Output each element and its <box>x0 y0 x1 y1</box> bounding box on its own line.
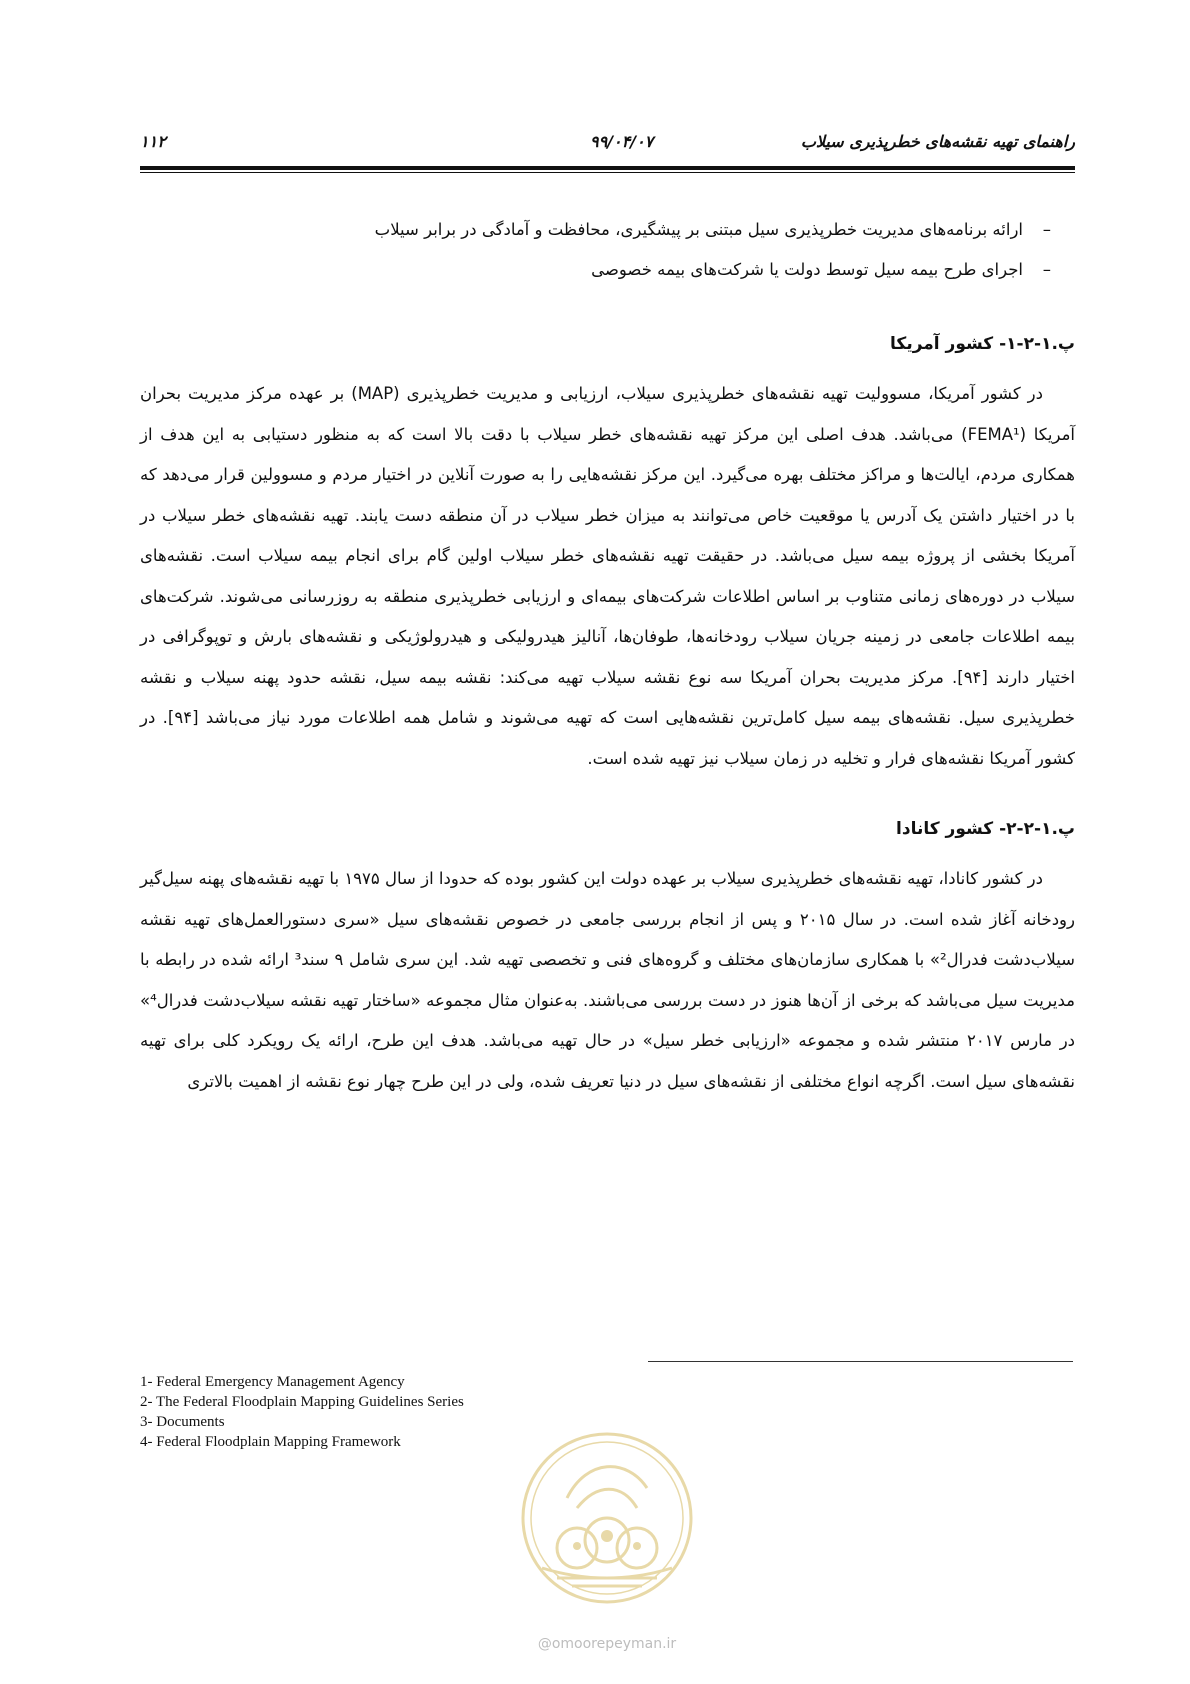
header-date: ۹۹/۰۴/۰۷ <box>590 132 654 151</box>
footnotes <box>140 1372 464 1452</box>
page-body <box>140 210 1075 1102</box>
footnote-separator <box>648 1361 1073 1362</box>
page-number: ۱۱۲ <box>140 132 166 151</box>
section-paragraph-canada: در کشور کانادا، تهیه نقشه‌های خطرپذیری سیلاب بر عهده دولت این کشور بوده که حدودا از سال ۱۹۷۵ با تهیه نقشه‌های پهنه سیل‌گیر رودخانه آغاز شده است. در سال ۲۰۱۵ و پس از انجام بررسی جامعی در خصوص نقشه‌های سیل «سری دستورالعمل‌های تهیه نقشه سیلاب‌دشت فدرال²» با همکاری سازمان‌های مختلف و گروه‌های فنی و تخصصی تهیه شد. این سری شامل ۹ سند³ ارائه شده در رابطه با مدیریت سیل می‌باشد که برخی از آن‌ها هنوز در دست بررسی می‌باشند. به‌عنوان مثال مجموعه «ساختار تهیه نقشه سیلاب‌دشت فدرال⁴» در مارس ۲۰۱۷ منتشر شده و مجموعه «ارزیابی خطر سیل» در حال تهیه می‌باشد. هدف این طرح، ارائه یک رویکرد کلی برای تهیه نقشه‌های سیل است. اگرچه انواع مختلفی از نقشه‌های سیل در دنیا تعریف شده، ولی در این طرح چهار نوع نقشه از اهمیت بالاتری <box>140 869 1076 1091</box>
footnote-item: 4- Federal Floodplain Mapping Framework <box>140 1434 401 1450</box>
header-title: راهنمای تهیه نقشه‌های خطرپذیری سیلاب <box>800 132 1075 151</box>
section-heading-usa: پ.۱-۲-۱- کشور آمریکا <box>890 334 1075 354</box>
page-header <box>140 124 1075 168</box>
bullet-text: اجرای طرح بیمه سیل توسط دولت یا شرکت‌های بیمه خصوصی <box>591 260 1023 279</box>
footnote-item: 1- Federal Emergency Management Agency <box>140 1374 405 1390</box>
watermark-seal-icon <box>517 1428 697 1608</box>
bullet-dash: – <box>1042 260 1051 279</box>
watermark-url: @omoorepeyman.ir <box>537 1636 677 1652</box>
bullet-text: ارائه برنامه‌های مدیریت خطرپذیری سیل مبتنی بر پیشگیری، محافظت و آمادگی در برابر سیلاب <box>374 220 1023 239</box>
section-heading-canada: پ.۱-۲-۲- کشور کانادا <box>896 819 1075 839</box>
footnote-item: 3- Documents <box>140 1414 225 1430</box>
bullet-dash: – <box>1042 220 1051 239</box>
bullet-item <box>140 210 1051 250</box>
section-paragraph-usa: در کشور آمریکا، مسوولیت تهیه نقشه‌های خطرپذیری سیلاب، ارزیابی و مدیریت خطرپذیری (MAP) بر عهده مرکز مدیریت بحران آمریکا (FEMA¹) می‌باشد. هدف اصلی این مرکز تهیه نقشه‌های خطر سیلاب با دقت بالا است که به منظور دستیابی به این هدف از همکاری مردم، ایالت‌ها و مراکز مختلف بهره می‌گیرد. این مرکز نقشه‌هایی را به صورت آنلاین در اختیار مردم و مسوولین قرار می‌دهد که با در اختیار داشتن یک آدرس یا موقعیت خاص می‌توانند به میزان خطر سیلاب در آن منطقه دست یابند. تهیه نقشه‌های خطر سیلاب در آمریکا بخشی از پروژه بیمه سیل می‌باشد. در حقیقت تهیه نقشه‌های خطر سیلاب اولین گام برای انجام بیمه سیلاب است. نقشه‌های سیلاب در دوره‌های زمانی متناوب بر اساس اطلاعات شرکت‌های بیمه‌ای و ارزیابی خطرپذیری منطقه به روزرسانی می‌شوند. شرکت‌های بیمه اطلاعات جامعی در زمینه جریان سیلاب رودخانه‌ها، طوفان‌ها، آنالیز هیدرولیکی و هیدرولوژیکی و نقشه‌های بارش و توپوگرافی در اختیار دارند [۹۴]. مرکز مدیریت بحران آمریکا سه نوع نقشه سیلاب تهیه می‌کند: نقشه بیمه سیل، نقشه حدود پهنه سیلاب و نقشه خطرپذیری سیل. نقشه‌های بیمه سیل کامل‌ترین نقشه‌هایی است که تهیه می‌شوند و شامل همه اطلاعات مورد نیاز می‌باشد [۹۴]. در کشور آمریکا نقشه‌های فرار و تخلیه در زمان سیلاب نیز تهیه شده است. <box>140 384 1075 768</box>
bullet-item <box>140 250 1051 290</box>
footnote-item: 2- The Federal Floodplain Mapping Guidelines Series <box>140 1394 464 1410</box>
header-rule-thin <box>140 172 1075 173</box>
header-rule-thick <box>140 166 1075 170</box>
